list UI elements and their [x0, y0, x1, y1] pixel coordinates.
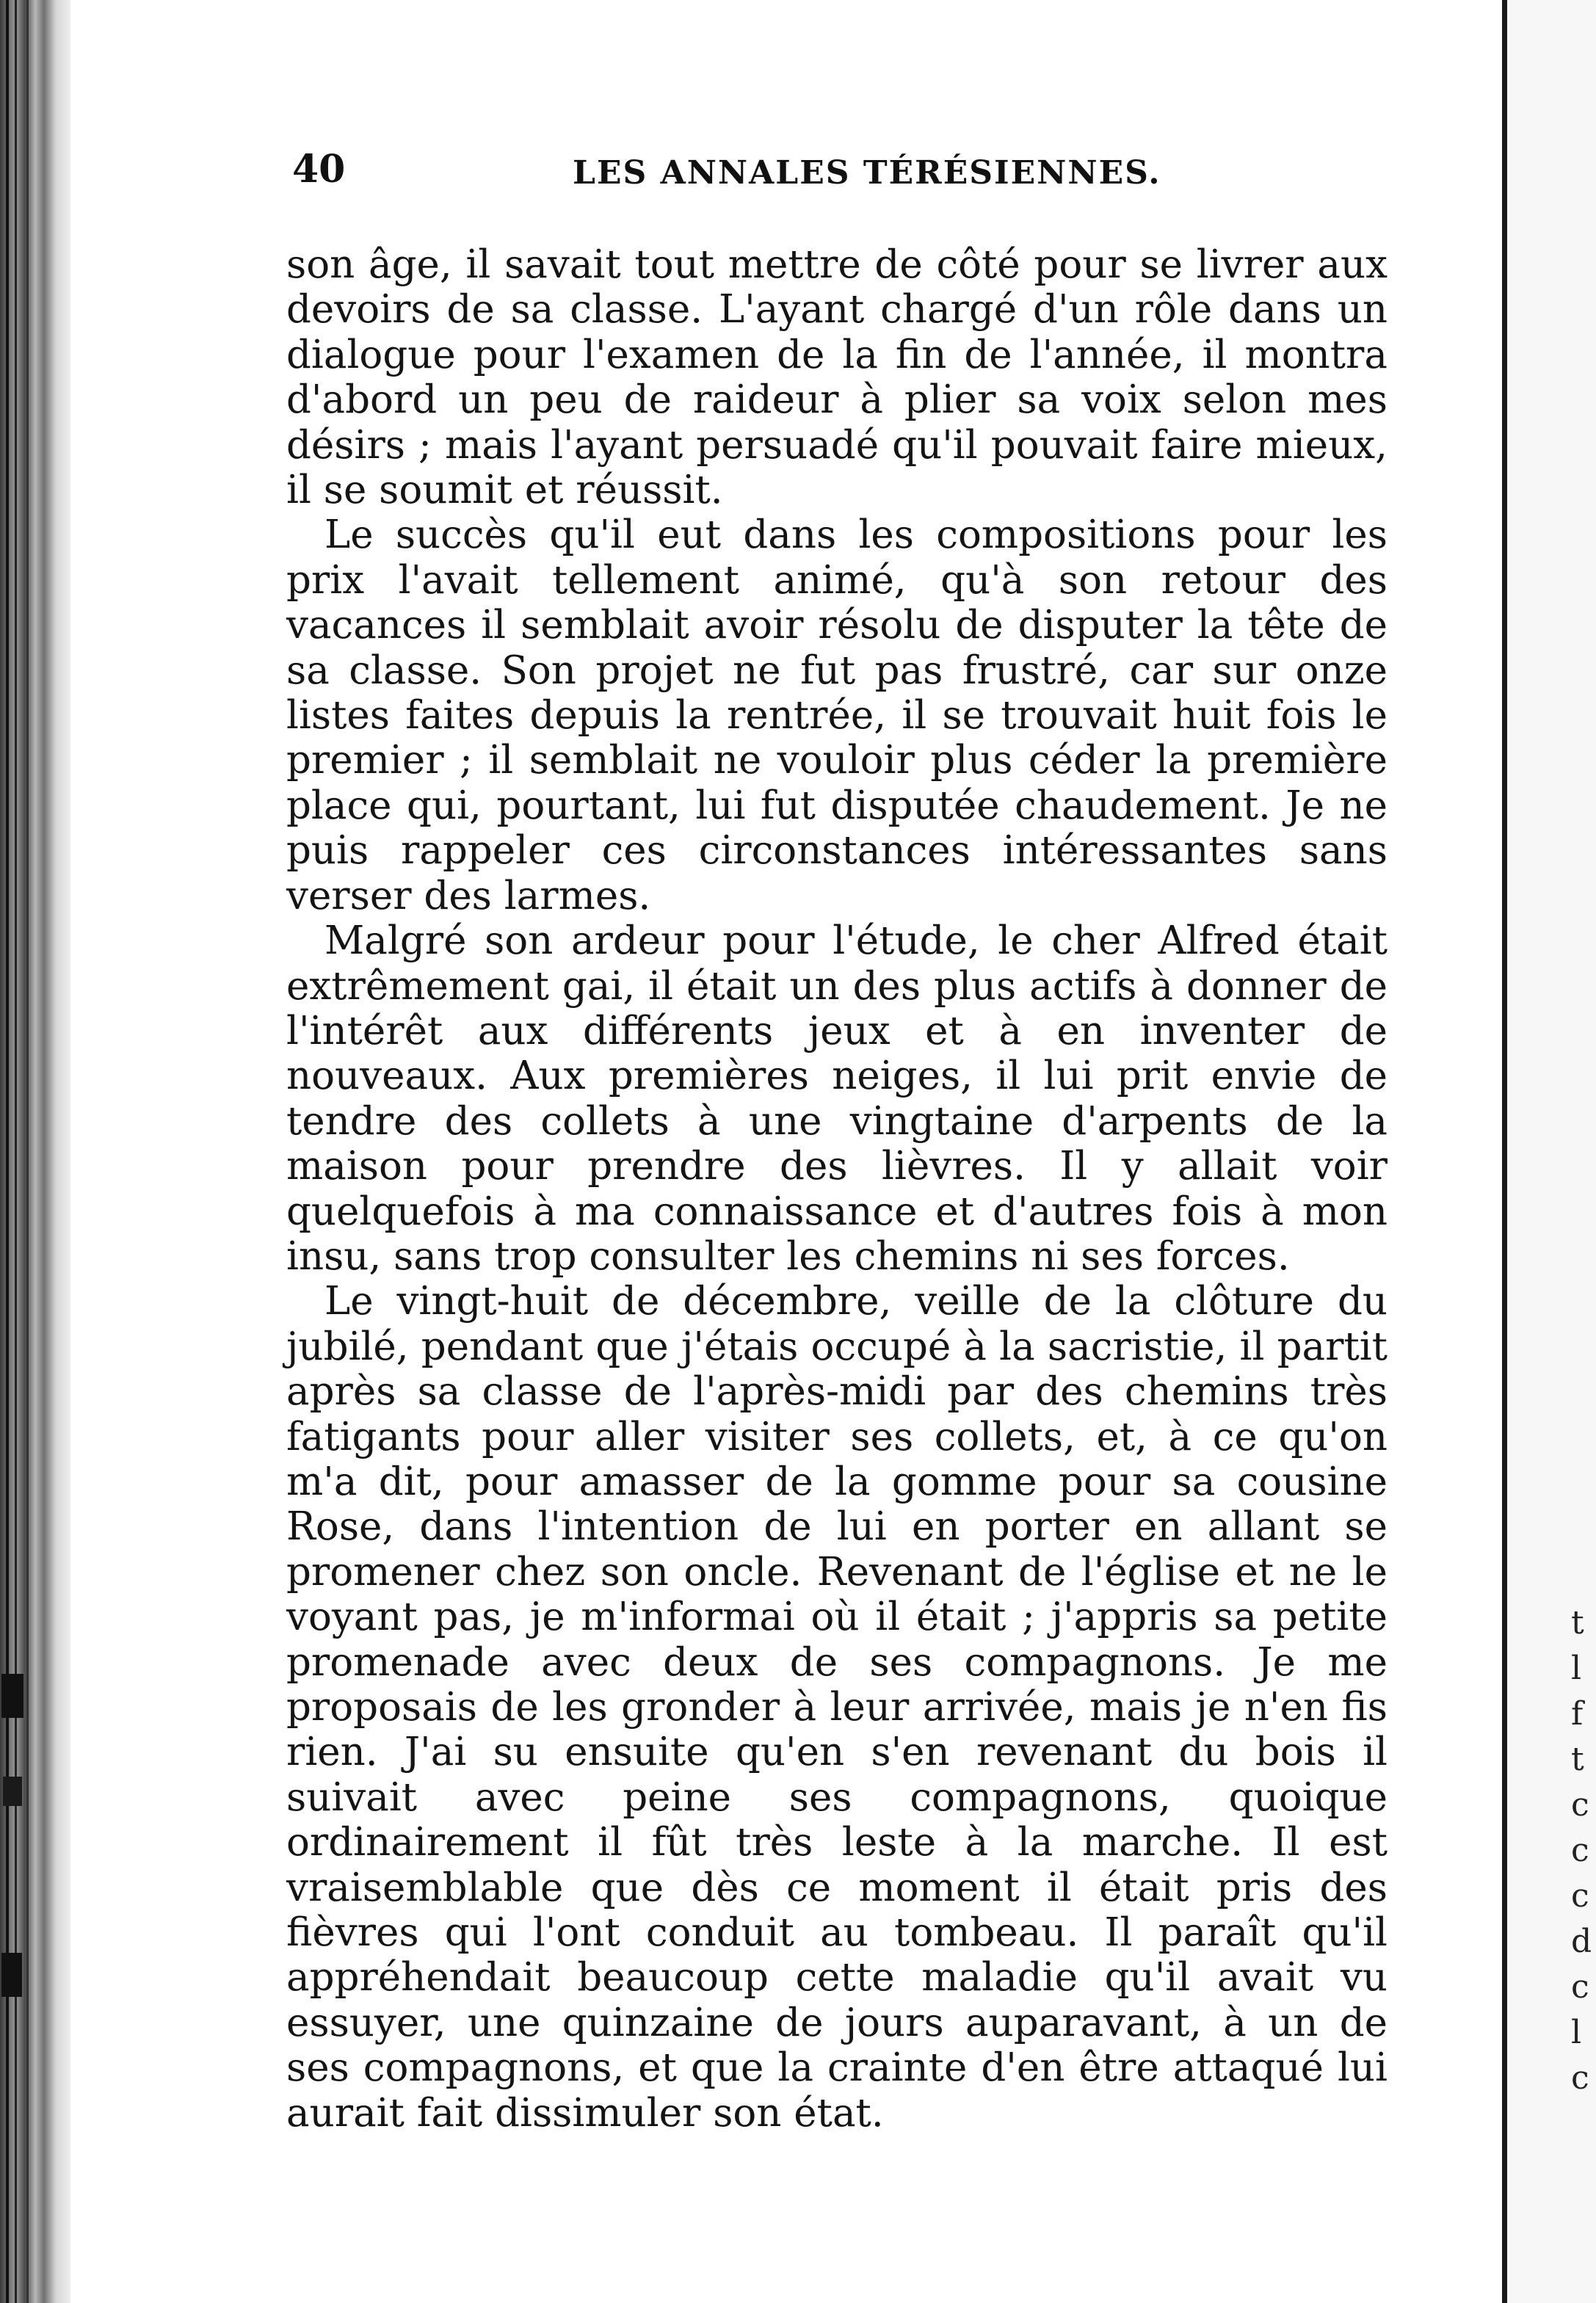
running-title: LES ANNALES TÉRÉSIENNES.	[573, 154, 1161, 192]
margin-fragment: d	[1571, 1923, 1592, 1960]
margin-fragment: c	[1571, 1968, 1589, 2006]
book-page	[272, 139, 1388, 2136]
margin-fragment: c	[1571, 2059, 1589, 2097]
paragraph: Le vingt-huit de décembre, veille de la clôture du jubilé, pendant que j'étais occupé à la sacristie, il partit après sa classe de l'après-midi par des chemins très fatigants pour aller visiter ses collets, et, à ce qu'on m'a dit, pour amasser de la gomme pour sa cousine Rose, dans l'intention de lui en porter en allant se promener chez son oncle. Revenant de l'église et ne le voyant pas, je m'informai où il était ; j'appris sa petite promenade avec deux de ses compagnons. Je me proposais de les gronder à leur arrivée, mais je n'en fis rien. J'ai su ensuite qu'en s'en revenant du bois il suivait avec peine ses compagnons, quoique ordinairement il fût très leste à la marche. Il est vraisemblable que dès ce moment il était pris des fièvres qui l'ont conduit au tombeau. Il paraît qu'il appréhendait beaucoup cette maladie qu'il avait vu essuyer, une quinzaine de jours auparavant, à un de ses compagnons, et que la crainte d'en être attaqué lui aurait fait dissimuler son état.	[286, 1279, 1388, 2136]
margin-fragment: f	[1571, 1695, 1584, 1733]
margin-fragment: l	[1571, 2014, 1582, 2051]
gutter-edge-marks	[0, 0, 44, 2303]
body-text	[286, 242, 1388, 2136]
margin-fragment: t	[1571, 1741, 1584, 1778]
margin-fragment: t	[1571, 1604, 1584, 1642]
margin-fragment: l	[1571, 1650, 1582, 1687]
page-number: 40	[292, 147, 346, 192]
paragraph: Malgré son ardeur pour l'étude, le cher Alfred était extrêmement gai, il était un des plus actifs à donner de l'intérêt aux différents jeux et à en inventer de nouveaux. Aux premières neiges, il lui prit envie de tendre des collets à une vingtaine d'arpents de la maison pour prendre des lièvres. Il y allait voir quelquefois à ma connaissance et d'autres fois à mon insu, sans trop consulter les chemins ni ses forces.	[286, 918, 1388, 1279]
page-edge-rule	[1502, 0, 1507, 2303]
margin-fragment: c	[1571, 1786, 1589, 1824]
paragraph: Le succès qu'il eut dans les compositions pour les prix l'avait tellement animé, qu'à son retour des vacances il semblait avoir résolu de disputer la tête de sa classe. Son projet ne fut pas frustré, car sur onze listes faites depuis la rentrée, il se trouvait huit fois le premier ; il semblait ne vouloir plus céder la première place qui, pourtant, lui fut disputée chaudement. Je ne puis rappeler ces circonstances intéressantes sans verser des larmes.	[286, 512, 1388, 918]
page-header	[272, 139, 1388, 206]
margin-fragment: c	[1571, 1832, 1589, 1869]
margin-fragment: c	[1571, 1877, 1589, 1915]
paragraph: son âge, il savait tout mettre de côté pour se livrer aux devoirs de sa classe. L'ayant chargé d'un rôle dans un dialogue pour l'examen de la fin de l'année, il montra d'abord un peu de raideur à plier sa voix selon mes désirs ; mais l'ayant persuadé qu'il pouvait faire mieux, il se soumit et réussit.	[286, 242, 1388, 513]
adjacent-page-fragments	[1571, 1600, 1596, 2114]
